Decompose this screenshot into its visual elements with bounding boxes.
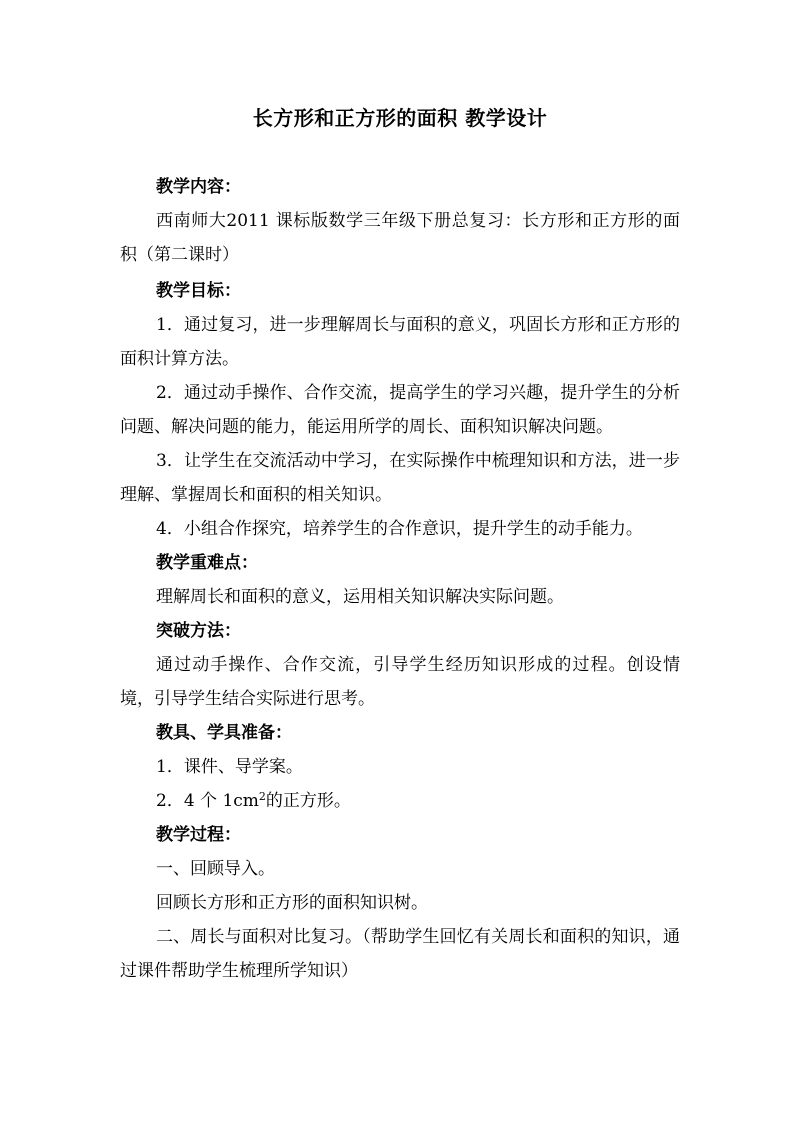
tool-item-suffix: 的正方形。 [265, 791, 351, 811]
method-text: 通过动手操作、合作交流，引导学生经历知识形成的过程。创设情境，引导学生结合实际进行思考。 [120, 655, 680, 709]
process-heading: 教学过程： [156, 825, 241, 845]
key-points-heading: 教学重难点： [156, 553, 258, 573]
superscript: 2 [258, 790, 266, 803]
method-heading: 突破方法： [156, 621, 241, 641]
content-heading: 教学内容： [156, 177, 241, 197]
tools-heading: 教具、学具准备： [156, 723, 292, 743]
tool-item: 1．课件、导学案。 [156, 757, 303, 777]
document-title: 长方形和正方形的面积 教学设计 [252, 106, 548, 130]
process-step-text: 回顾长方形和正方形的面积知识树。 [156, 893, 428, 913]
process-step: 一、回顾导入。 [156, 859, 275, 879]
goal-item: 4．小组合作探究，培养学生的合作意识，提升学生的动手能力。 [156, 519, 643, 539]
goal-item: 2．通过动手操作、合作交流，提高学生的学习兴趣，提升学生的分析问题、解决问题的能力，能运用所学的周长、面积知识解决问题。 [120, 383, 680, 437]
goal-item: 1．通过复习，进一步理解周长与面积的意义，巩固长方形和正方形的面积计算方法。 [120, 315, 680, 369]
key-points-text: 理解周长和面积的意义，运用相关知识解决实际问题。 [156, 587, 564, 607]
process-step: 二、周长与面积对比复习。（帮助学生回忆有关周长和面积的知识，通过课件帮助学生梳理所学知识） [120, 927, 680, 981]
content-text: 西南师大2011 课标版数学三年级下册总复习：长方形和正方形的面积（第二课时） [120, 211, 680, 265]
tool-item-prefix: 2．4 个 1cm [156, 791, 259, 811]
tool-item [120, 784, 680, 818]
goal-item: 3．让学生在交流活动中学习，在实际操作中梳理知识和方法，进一步理解、掌握周长和面积的相关知识。 [120, 451, 680, 505]
goals-heading: 教学目标： [156, 281, 241, 301]
document-body [120, 100, 680, 988]
